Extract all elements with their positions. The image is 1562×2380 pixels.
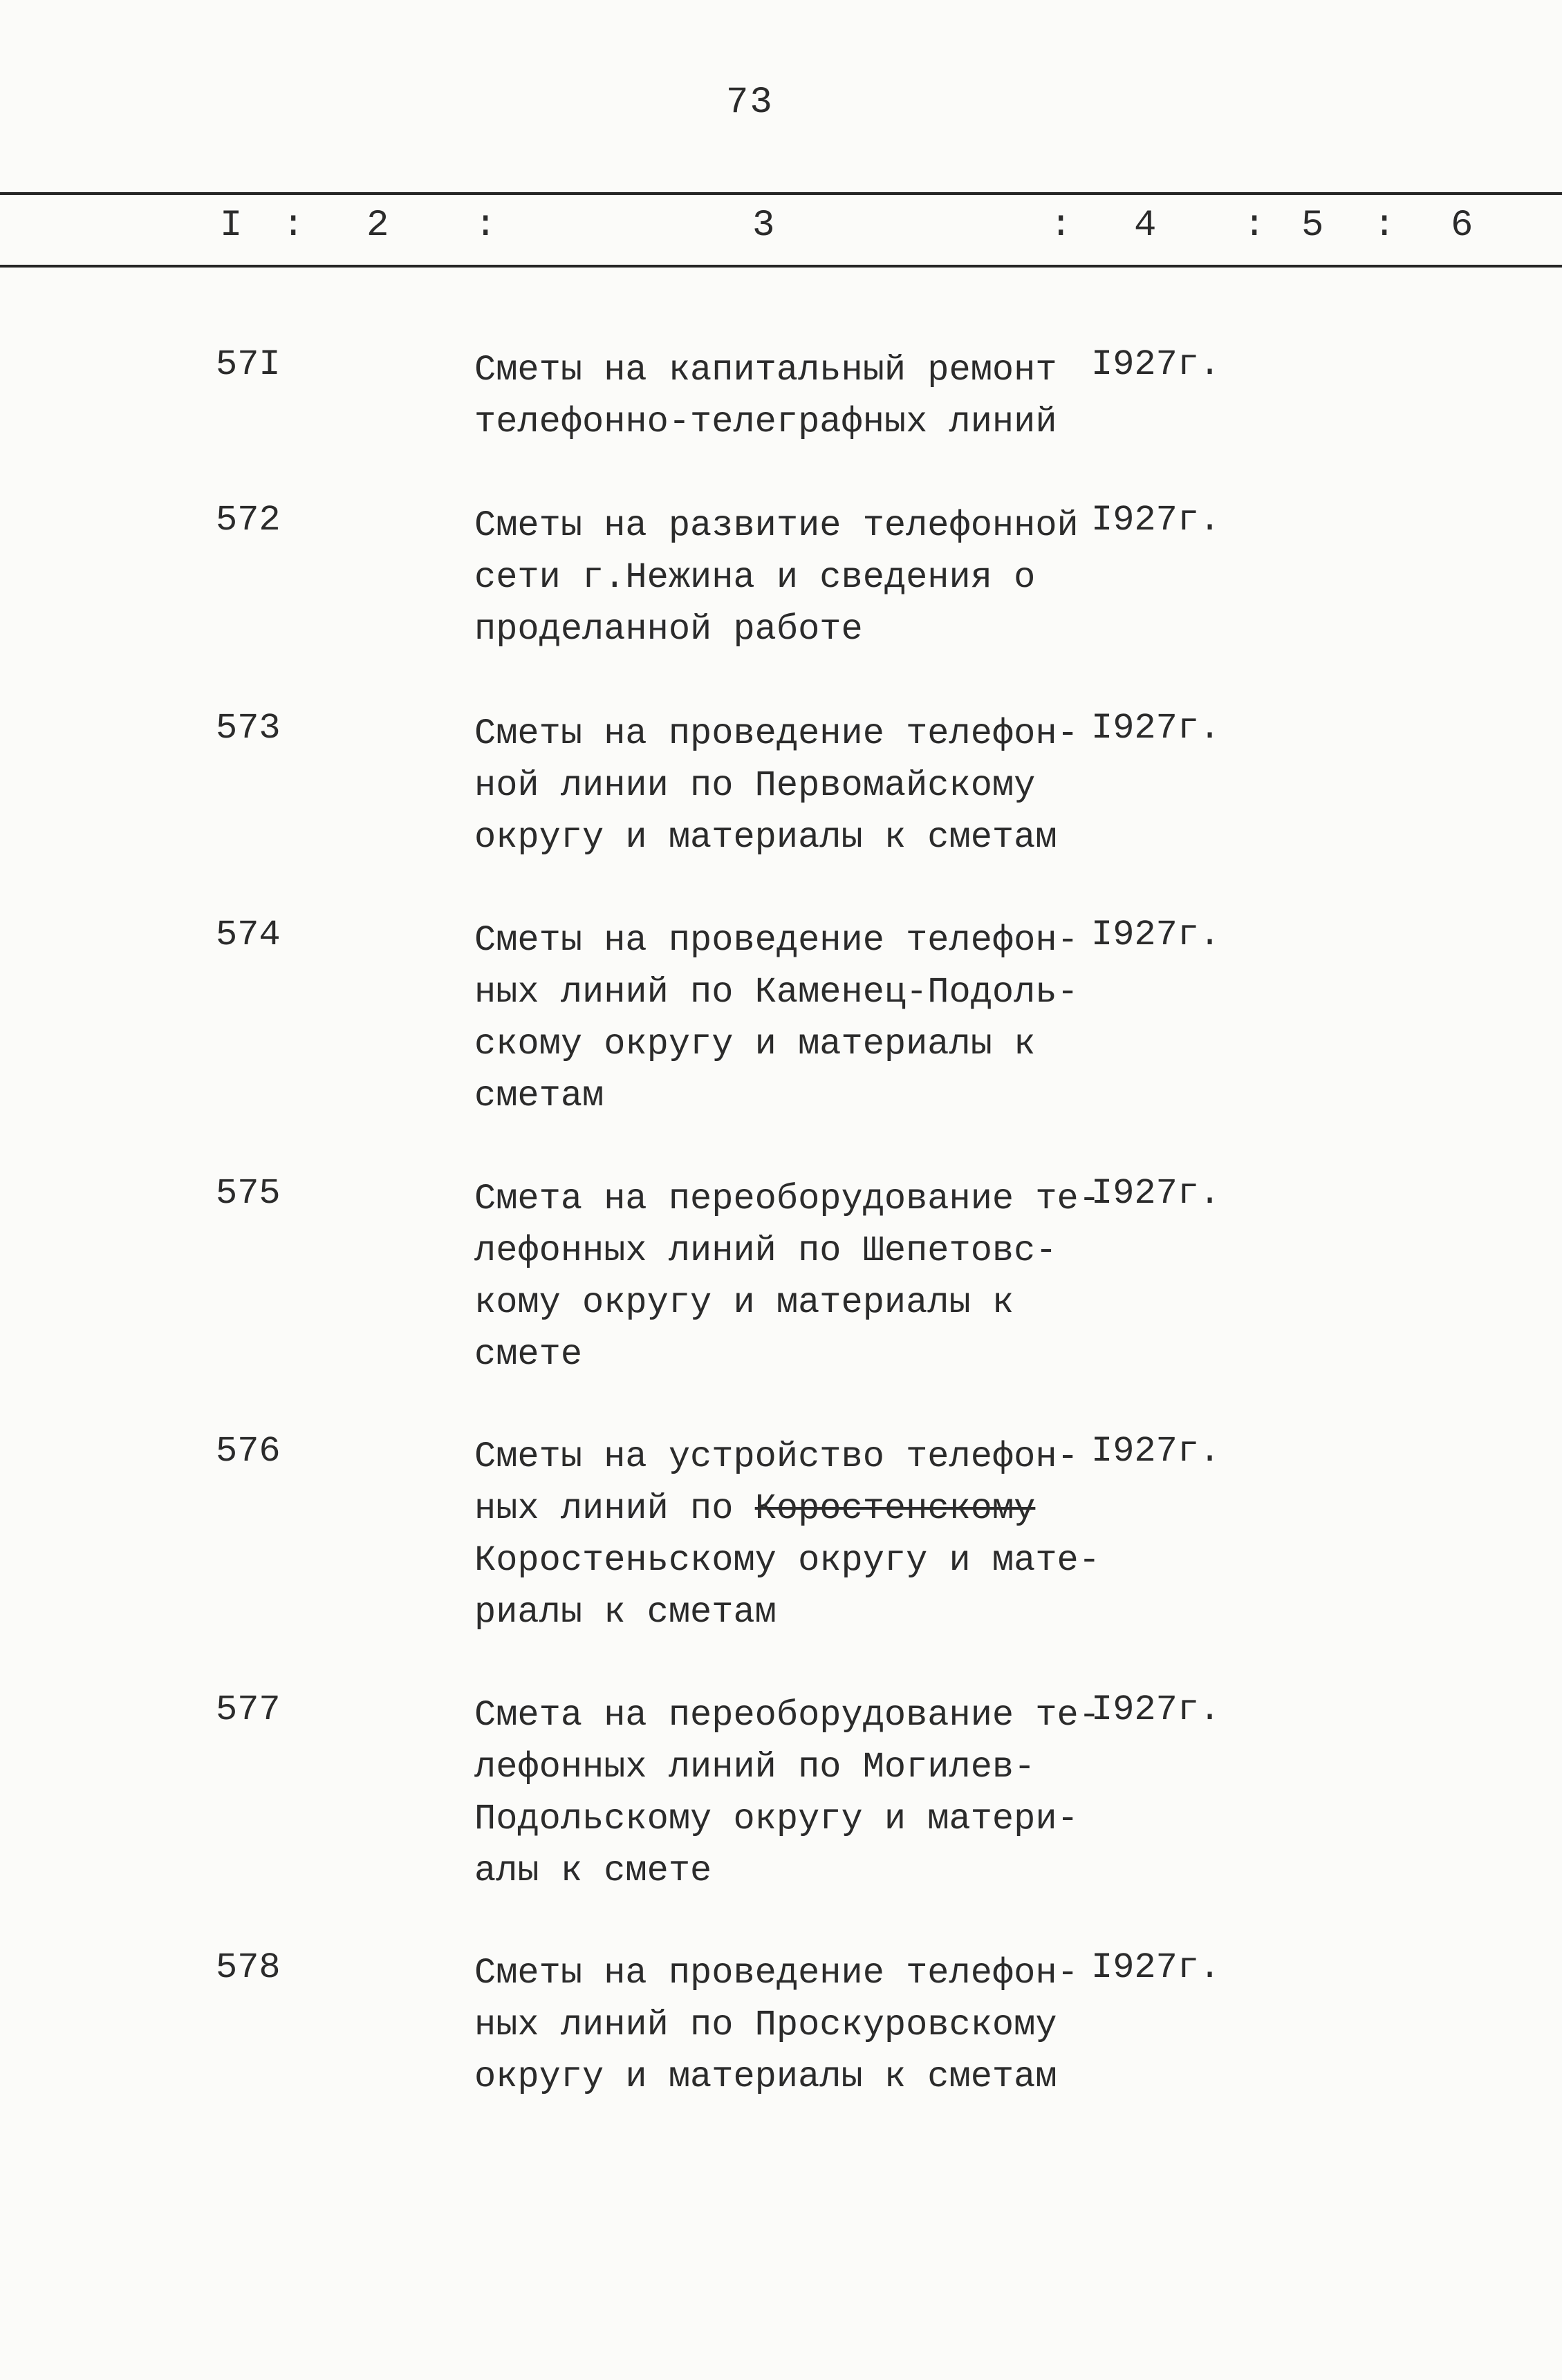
entry-title [474, 915, 1097, 1122]
entry-date: I927г. [1091, 708, 1221, 749]
column-separator: : [1373, 205, 1396, 247]
entry-number: 577 [216, 1689, 281, 1730]
entry-title-line: ных линий по Каменец-Подоль- [474, 972, 1079, 1013]
entry-title-line: лефонных линий по Могилев- [474, 1747, 1036, 1788]
entry-title-line: Сметы на проведение телефон- [474, 920, 1079, 961]
entry-date: I927г. [1091, 500, 1221, 541]
entry-title [474, 1173, 1100, 1380]
entry-title-text: ных линий по [474, 1488, 734, 1529]
entry-title [474, 1689, 1100, 1897]
entry-date: I927г. [1091, 344, 1221, 385]
entry-number: 57I [216, 344, 281, 385]
entry-title-line: Подольскому округу и матери- [474, 1799, 1079, 1839]
page-number: 73 [726, 82, 774, 124]
entry-title-line: алы к смете [474, 1850, 712, 1891]
column-header-3: 3 [752, 205, 775, 247]
entry-number: 574 [216, 915, 281, 955]
header-top-rule [0, 192, 1562, 195]
entry-title-line: Смета на переоборудование те- [474, 1179, 1100, 1219]
entry-title-line: Сметы на развитие телефонной [474, 505, 1079, 546]
entry-number: 573 [216, 708, 281, 749]
entry-title-line: телефонно-телеграфных линий [474, 402, 1057, 442]
header-bottom-rule [0, 265, 1562, 268]
entry-title-line: Сметы на проведение телефон- [474, 713, 1079, 754]
entry-title [474, 708, 1097, 863]
entry-title-line: округу и материалы к сметам [474, 817, 1057, 858]
column-header-1: I [220, 205, 243, 247]
column-header-5: 5 [1301, 205, 1324, 247]
entry-title-line: ной линии по Первомайскому [474, 765, 1036, 806]
entry-title-line: лефонных линий по Шепетовс- [474, 1230, 1057, 1271]
entry-title-line: ных линий по Проскуровскому [474, 2005, 1057, 2045]
column-header-4: 4 [1134, 205, 1157, 247]
entry-title [474, 1947, 1097, 2103]
entry-number: 578 [216, 1947, 281, 1988]
entry-date: I927г. [1091, 1173, 1221, 1214]
entry-title-line: Сметы на устройство телефон- [474, 1436, 1079, 1477]
entry-title [474, 344, 1097, 448]
entry-date: I927г. [1091, 915, 1221, 955]
column-header-row [0, 205, 1562, 246]
column-header-2: 2 [366, 205, 389, 247]
column-separator: : [282, 205, 305, 247]
entry-title-line: риалы к сметам [474, 1592, 777, 1633]
entry-date: I927г. [1091, 1947, 1221, 1988]
column-header-6: 6 [1451, 205, 1473, 247]
entry-title-line: округу и материалы к сметам [474, 2056, 1057, 2097]
entry-number: 576 [216, 1431, 281, 1472]
entry-title-line: Сметы на проведение телефон- [474, 1953, 1079, 1994]
entry-title-line: кому округу и материалы к [474, 1282, 1014, 1323]
entry-number: 575 [216, 1173, 281, 1214]
entry-title-line: Смета на переоборудование те- [474, 1695, 1100, 1736]
entry-title-line: смете [474, 1334, 583, 1375]
column-separator: : [1243, 205, 1266, 247]
entry-title-line: проделанной работе [474, 609, 863, 650]
entry-title [474, 1431, 1100, 1638]
column-separator: : [1050, 205, 1072, 247]
column-separator: : [474, 205, 497, 247]
entry-number: 572 [216, 500, 281, 541]
entry-title-line: сметам [474, 1076, 604, 1116]
entry-date: I927г. [1091, 1689, 1221, 1730]
entry-title-line [474, 1483, 1097, 1535]
entry-title-line: сети г.Нежина и сведения о [474, 557, 1036, 598]
entry-title [474, 500, 1097, 655]
entry-title-line: Сметы на капитальный ремонт [474, 350, 1057, 391]
entry-date: I927г. [1091, 1431, 1221, 1472]
entry-title-line: Коростеньскому округу и мате- [474, 1540, 1100, 1581]
entry-title-line: скому округу и материалы к [474, 1024, 1036, 1065]
struck-out-word: Коростенскому [754, 1488, 1036, 1529]
